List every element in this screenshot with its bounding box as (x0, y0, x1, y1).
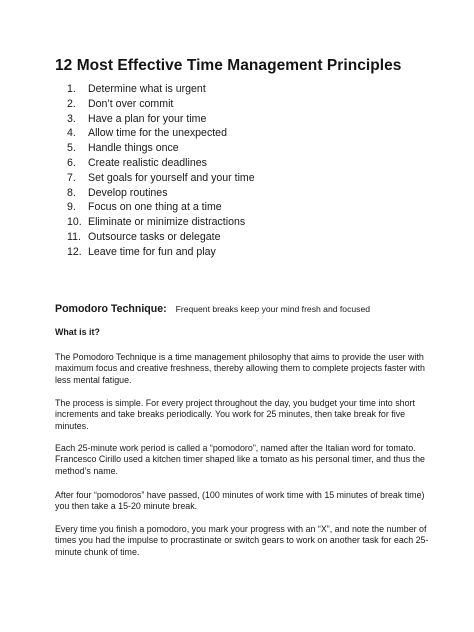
list-item-number: 12. (67, 245, 82, 258)
list-item-text: Allow time for the unexpected (88, 127, 227, 140)
list-item-text: Leave time for fun and play (88, 245, 216, 258)
paragraph-line: The Pomodoro Technique is a time management philosophy that aims to provide the user with (55, 352, 424, 362)
section-heading-pomodoro (55, 303, 370, 315)
paragraph-tracking (55, 524, 435, 558)
section-tagline: Frequent breaks keep your mind fresh and focused (175, 304, 371, 314)
paragraph-line: increments and take breaks periodically. You work for 25 minutes, then take break for five (55, 409, 406, 420)
paragraph-line: Each 25-minute work period is called a “pomodoro”, named after the Italian word for tomato. (55, 443, 416, 453)
paragraph-line: minute chunk of time. (55, 546, 140, 557)
list-item (67, 97, 255, 112)
paragraph-line: Every time you finish a pomodoro, you mark your progress with an “X”, and note the number of (55, 524, 427, 534)
paragraph-line: you then take a 15-20 minute break. (55, 501, 198, 512)
list-item-text: Focus on one thing at a time (88, 201, 222, 214)
list-item (67, 126, 255, 141)
list-item-number: 9. (67, 201, 76, 214)
paragraph-line: minutes. (55, 420, 89, 431)
list-item-number: 7. (67, 171, 76, 184)
paragraph-long-break (55, 490, 435, 513)
list-item (67, 245, 255, 260)
list-item-text: Develop routines (88, 186, 168, 199)
paragraph-line: Francesco Cirillo used a kitchen timer shaped like a tomato as his personal timer, and thus the (55, 454, 425, 465)
list-item (67, 141, 255, 156)
list-item-text: Determine what is urgent (88, 83, 206, 95)
section-title: Pomodoro Technique: (55, 303, 167, 315)
list-item-number: 11. (67, 230, 81, 243)
list-item-text: Handle things once (88, 142, 179, 155)
list-item-number: 10. (67, 216, 82, 229)
list-item (67, 230, 255, 245)
paragraph-line: The process is simple. For every project throughout the day, you budget your time into short (55, 398, 415, 408)
page-title: 12 Most Effective Time Management Principles (55, 57, 402, 74)
subheading-what-is-it: What is it? (55, 327, 100, 337)
list-item-number: 5. (67, 142, 76, 155)
list-item (67, 112, 255, 127)
list-item-number: 6. (67, 156, 76, 169)
list-item-number: 3. (67, 112, 76, 125)
list-item (67, 156, 255, 171)
list-item-text: Outsource tasks or delegate (88, 230, 221, 243)
list-item (67, 171, 255, 186)
list-item-text: Create realistic deadlines (88, 156, 207, 169)
paragraph-line: times you had the impulse to procrastinate or switch gears to work on another task for each 25- (55, 535, 429, 546)
paragraph-line: maximum focus and creative freshness, thereby allowing them to complete projects faster with (55, 363, 425, 374)
list-item-text: Have a plan for your time (88, 112, 207, 125)
list-item-text: Don’t over commit (88, 97, 174, 110)
paragraph-line: After four “pomodoros” have passed, (100 minutes of work time with 15 minutes of break time) (55, 490, 425, 500)
paragraph-name-origin (55, 443, 435, 477)
list-item (67, 186, 255, 201)
list-item-number: 4. (67, 127, 76, 140)
list-item-text: Eliminate or minimize distractions (88, 216, 246, 229)
list-item (67, 215, 255, 230)
paragraph-line: method’s name. (55, 465, 118, 476)
list-item-number: 8. (67, 186, 76, 199)
paragraph-process (55, 398, 435, 432)
list-item-text: Set goals for yourself and your time (88, 171, 255, 184)
list-item (67, 200, 255, 215)
paragraph-intro (55, 352, 435, 386)
list-item (67, 82, 255, 97)
list-item-number: 2. (67, 97, 76, 110)
list-item-number: 1. (67, 83, 76, 95)
principles-list (67, 82, 255, 260)
paragraph-line: less mental fatigue. (55, 374, 132, 385)
